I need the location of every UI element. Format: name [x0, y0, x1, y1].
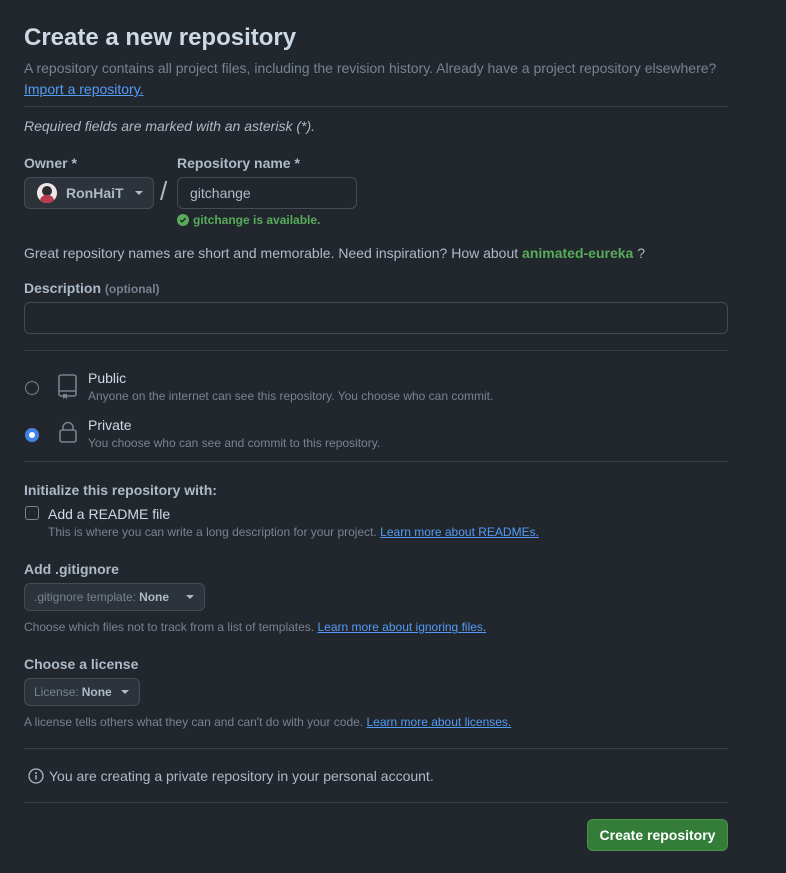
suggestion-end: ?	[637, 245, 646, 261]
license-select-value: None	[81, 685, 112, 699]
repo-name-label: Repository name *	[177, 155, 300, 171]
gitignore-help	[24, 620, 486, 634]
availability-status	[177, 213, 320, 227]
info-note	[28, 768, 434, 784]
license-select-prefix: License:	[34, 685, 79, 699]
info-note-text: You are creating a private repository in your personal account.	[49, 768, 434, 784]
lock-icon	[58, 421, 78, 446]
suggestion-text: Great repository names are short and memorable. Need inspiration? How about	[24, 245, 519, 261]
divider	[24, 802, 728, 803]
readme-help	[48, 525, 539, 539]
private-label: Private	[88, 417, 132, 433]
readme-learn-more-link[interactable]: Learn more about READMEs.	[380, 525, 539, 539]
page-subtitle	[24, 58, 724, 100]
license-select[interactable]	[24, 678, 140, 706]
gitignore-select[interactable]	[24, 583, 205, 611]
gitignore-select-value: None	[139, 590, 170, 604]
repo-icon	[58, 374, 78, 403]
public-description: Anyone on the internet can see this repository. You choose who can commit.	[88, 389, 494, 403]
license-learn-more-link[interactable]: Learn more about licenses.	[366, 715, 512, 729]
check-circle-icon	[177, 214, 189, 226]
info-icon	[28, 768, 44, 784]
subtitle-text: A repository contains all project files, including the revision history. Already have a project repository elsewhere?	[24, 60, 717, 76]
divider	[24, 461, 728, 462]
create-repository-button[interactable]: Create repository	[587, 819, 728, 851]
gitignore-heading: Add .gitignore	[24, 561, 119, 577]
public-radio[interactable]	[25, 381, 39, 395]
divider	[24, 350, 728, 351]
license-help	[24, 715, 511, 729]
chevron-down-icon	[121, 690, 129, 694]
description-label-group	[24, 280, 160, 296]
owner-select[interactable]	[24, 177, 154, 209]
owner-label: Owner *	[24, 155, 77, 171]
chevron-down-icon	[186, 595, 194, 599]
owner-value: RonHaiT	[66, 185, 124, 201]
gitignore-description: Choose which files not to track from a list of templates.	[24, 620, 315, 634]
readme-label[interactable]: Add a README file	[48, 506, 171, 522]
chevron-down-icon	[135, 191, 143, 195]
description-label: Description	[24, 280, 102, 296]
avatar	[37, 183, 57, 203]
private-description: You choose who can see and commit to this repository.	[88, 436, 381, 450]
import-repository-link[interactable]: Import a repository.	[24, 81, 144, 97]
license-heading: Choose a license	[24, 656, 139, 672]
readme-checkbox[interactable]	[25, 506, 39, 520]
readme-description: This is where you can write a long description for your project.	[48, 525, 377, 539]
suggested-name[interactable]: animated-eureka	[522, 245, 634, 261]
description-input[interactable]	[24, 302, 728, 334]
license-description: A license tells others what they can and can't do with your code.	[24, 715, 364, 729]
name-suggestion	[24, 245, 645, 261]
private-radio[interactable]	[25, 428, 39, 442]
owner-repo-separator: /	[160, 176, 168, 206]
required-note: Required fields are marked with an asterisk (*).	[24, 118, 316, 134]
gitignore-learn-more-link[interactable]: Learn more about ignoring files.	[317, 620, 487, 634]
availability-text: gitchange is available.	[193, 213, 321, 227]
public-label: Public	[88, 370, 127, 386]
page-title: Create a new repository	[24, 24, 297, 51]
divider	[24, 748, 728, 749]
init-heading: Initialize this repository with:	[24, 482, 217, 498]
gitignore-select-prefix: .gitignore template:	[34, 590, 137, 604]
description-optional: (optional)	[104, 282, 160, 296]
repo-name-input[interactable]	[177, 177, 357, 209]
divider	[24, 106, 728, 107]
